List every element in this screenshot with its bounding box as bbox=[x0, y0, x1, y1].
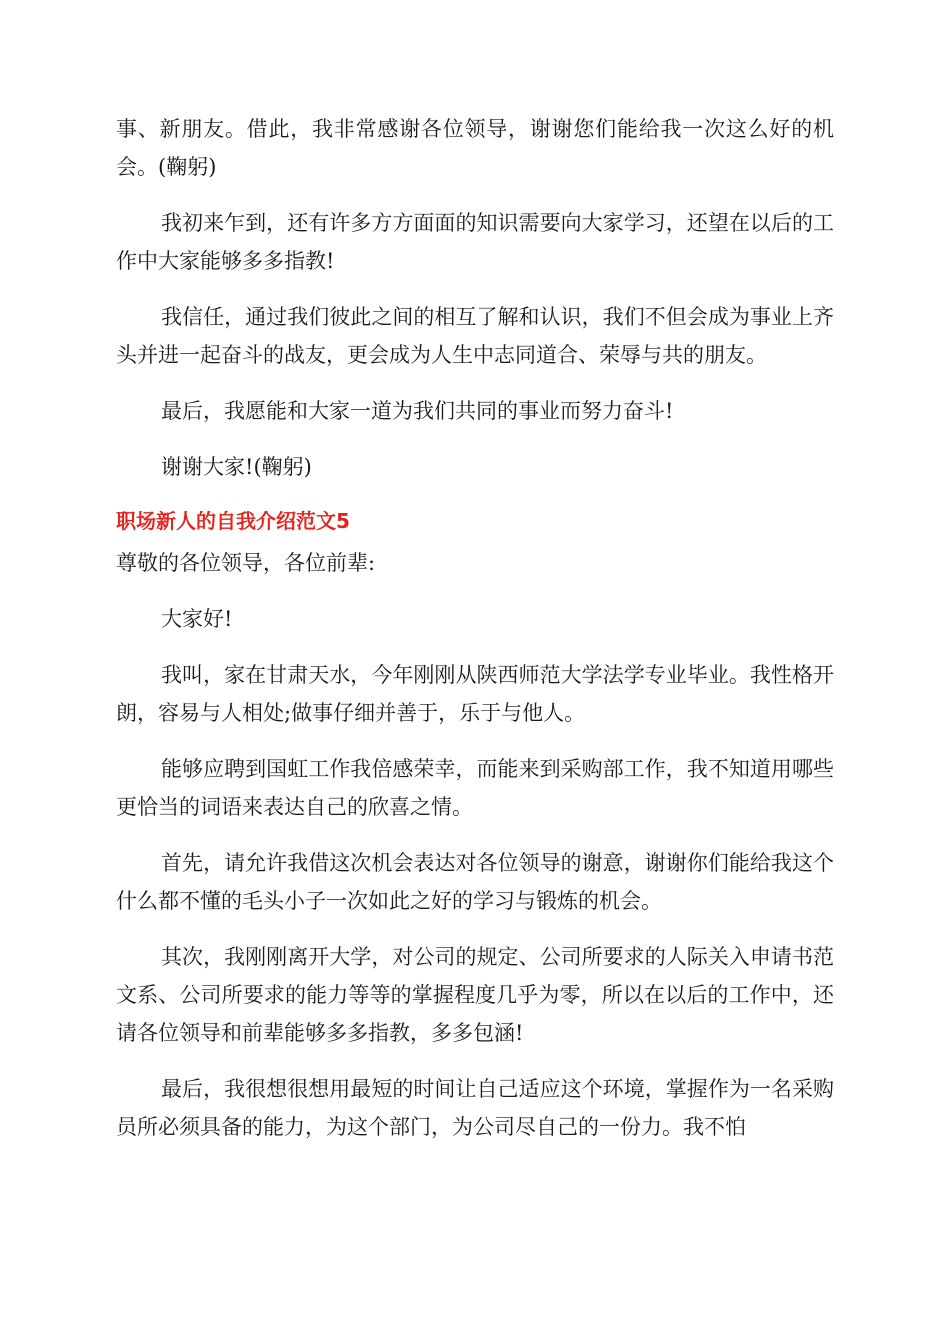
paragraph: 其次，我刚刚离开大学，对公司的规定、公司所要求的人际关入申请书范文系、公司所要求的能力等等的掌握程度几乎为零，所以在以后的工作中，还请各位领导和前辈能够多多指教，多多包涵! bbox=[116, 945, 834, 1045]
paragraph: 能够应聘到国虹工作我倍感荣幸，而能来到采购部工作，我不知道用哪些更恰当的词语来表达自己的欣喜之情。 bbox=[116, 757, 834, 819]
paragraph: 我叫，家在甘肃天水，今年刚刚从陕西师范大学法学专业毕业。我性格开朗，容易与人相处;做事仔细并善于，乐于与他人。 bbox=[116, 663, 834, 725]
paragraph: 最后，我很想很想用最短的时间让自己适应这个环境，掌握作为一名采购员所必须具备的能力，为这个部门，为公司尽自己的一份力。我不怕 bbox=[116, 1077, 834, 1139]
paragraph: 我初来乍到，还有许多方方面面的知识需要向大家学习，还望在以后的工作中大家能够多多指教! bbox=[116, 211, 834, 273]
paragraph-continuation: 事、新朋友。借此，我非常感谢各位领导，谢谢您们能给我一次这么好的机会。(鞠躬) bbox=[116, 117, 834, 179]
paragraph: 首先，请允许我借这次机会表达对各位领导的谢意，谢谢你们能给我这个什么都不懂的毛头小子一次如此之好的学习与锻炼的机会。 bbox=[116, 851, 834, 913]
document-body bbox=[116, 110, 834, 1164]
paragraph: 大家好! bbox=[161, 607, 233, 631]
paragraph: 我信任，通过我们彼此之间的相互了解和认识，我们不但会成为事业上齐头并进一起奋斗的战友，更会成为人生中志同道合、荣辱与共的朋友。 bbox=[116, 305, 834, 367]
paragraph: 最后，我愿能和大家一道为我们共同的事业而努力奋斗! bbox=[161, 399, 674, 423]
section-heading: 职场新人的自我介绍范文5 bbox=[116, 509, 350, 533]
salutation: 尊敬的各位领导，各位前辈: bbox=[116, 551, 376, 575]
paragraph: 谢谢大家!(鞠躬) bbox=[161, 455, 312, 479]
